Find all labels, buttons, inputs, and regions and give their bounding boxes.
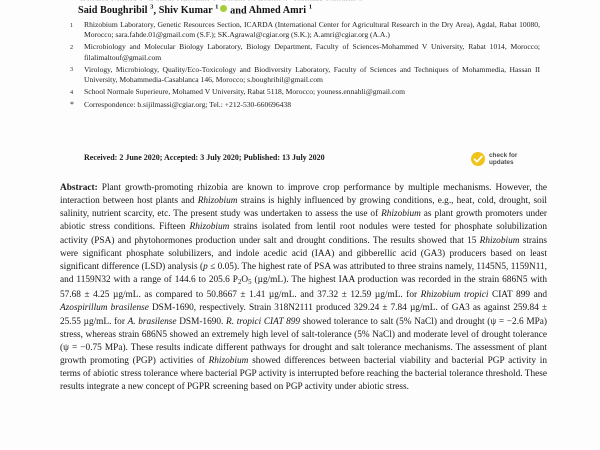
publication-dates: Received: 2 June 2020; Accepted: 3 July 2020; Published: 13 July 2020 xyxy=(84,153,325,162)
check-for-updates-line1: check for xyxy=(489,151,518,159)
affiliations-list xyxy=(70,20,540,112)
abstract-body: Plant growth-promoting rhizobia are known to improve crop performance by multiple mechanisms. However, the interaction between host plants and Rhizobium strains is highly influenced by growing conditions, e.g., heat, cold, drought, soil salinity, nutrient scarcity, etc. The present study was undertaken to assess the use of Rhizobium as plant growth promoters under abiotic stress conditions. Fifteen Rhizobium strains isolated from lentil root nodules were tested for phosphate solubilization activity (PSA) and phytohormones production under salt and drought conditions. The results showed that 15 Rhizobium strains were significant phosphate solubilizers, and indole acedic acid (IAA) and gibberellic acid (GA3) producers based on least significant difference (LSD) analysis (p ≤ 0.05). The highest rate of PSA was attributed to three strains namely, 1145N5, 1159N11, and 1159N32 with a range of 144.6 to 205.6 $P_2O_5$ (µg/mL). The highest IAA production was recorded in the strain 686N5 with 57.68 ± 4.25 µg/mL. as compared to 50.8667 ± 1.41 µg/mL. and 37.32 ± 12.59 µg/mL. for Rhizobium tropici CIAT 899 and Azospirillum brasilense DSM-1690, respectively. Strain 318N2111 produced 329.24 ± 7.84 µg/mL. of GA3 as against 259.84 ± 25.55 µg/mL. for A. brasilense DSM-1690. R. tropici CIAT 899 showed tolerance to salt (5% NaCl) and drought (ψ = −2.6 MPa) stress, whereas strain 686N5 showed an extremely high level of salt-tolerance (5% NaCl) and moderate level of drought tolerance (ψ = −0.75 MPa). These results indicate different pathways for drought and salt tolerance mechanisms. The assessment of plant growth promoting (PGP) activities of Rhizobium showed differences between bacterial viability and bacterial PGP activity in terms of abiotic stress tolerance where bacterial PGP activity is interrupted before reaching the bacterial tolerance threshold. These results integrate a new concept of PGPR screening based on PGP activity under abiotic stress. xyxy=(60,183,547,393)
check-circle-icon xyxy=(470,151,486,167)
check-for-updates-badge[interactable] xyxy=(470,147,536,171)
author-shiv-kumar: Shiv Kumar $^1$ xyxy=(158,4,219,17)
affiliation-text: Virology, Microbiology, Quality/Eco-Toxicology and Biodiversity Laboratory, Faculty of Sciences and Techniques of Mohammedia, Hassan II University, Mohammedia-Casablanca 146, Morocco; s.boughribil@gmail.com xyxy=(84,64,540,85)
affiliation-item xyxy=(70,87,540,98)
check-for-updates-text xyxy=(489,152,517,167)
affiliation-marker: 4 xyxy=(70,88,74,96)
author-separator-1: , xyxy=(153,5,159,17)
correspondence-text: Correspondence: b.sijilmassi@cgiar.org; Tel.: +212-530-660696438 xyxy=(84,99,292,109)
orcid-icon[interactable] xyxy=(220,5,227,12)
correspondence-marker: * xyxy=(70,99,74,109)
affiliation-item xyxy=(70,42,540,63)
affiliation-item xyxy=(70,20,540,41)
check-for-updates-line2: updates xyxy=(489,159,514,166)
author-separator-2: and xyxy=(227,5,249,17)
authors-line xyxy=(78,1,312,17)
affiliation-text: School Normale Superieure, Mohamed V University, Rabat 5118, Morocco; youness.ennahli@gmail.com xyxy=(84,87,406,97)
affiliation-item xyxy=(70,65,540,86)
author-ahmed-amri: Ahmed Amri $^1$ xyxy=(248,4,313,17)
affiliation-text: Microbiology and Molecular Biology Laboratory, Biology Department, Faculty of Sciences-Mohammed V University, Rabat 1014, Morocco; filalimaltouf@gmail.com xyxy=(84,42,540,62)
affiliation-text: Rhizobium Laboratory, Genetic Resources Section, ICARDA (International Center for Agricultural Research in the Dry Area), Agdal, Rabat 10080, Morocco; sara.fahde.01@gmail.com (S.F.); SK.Agrawal@cgiar.org (S.K.); A.amri@cgiar.org (A.A.) xyxy=(84,20,540,40)
affiliation-marker: 2 xyxy=(70,43,74,51)
affiliation-marker: 3 xyxy=(70,66,74,74)
abstract-label: Abstract: xyxy=(60,183,98,193)
affiliation-marker: 1 xyxy=(70,21,74,29)
abstract-paragraph xyxy=(60,182,547,395)
correspondence-item xyxy=(70,100,540,110)
author-said-boughribil: Said Boughribil $^3$ xyxy=(78,4,154,17)
